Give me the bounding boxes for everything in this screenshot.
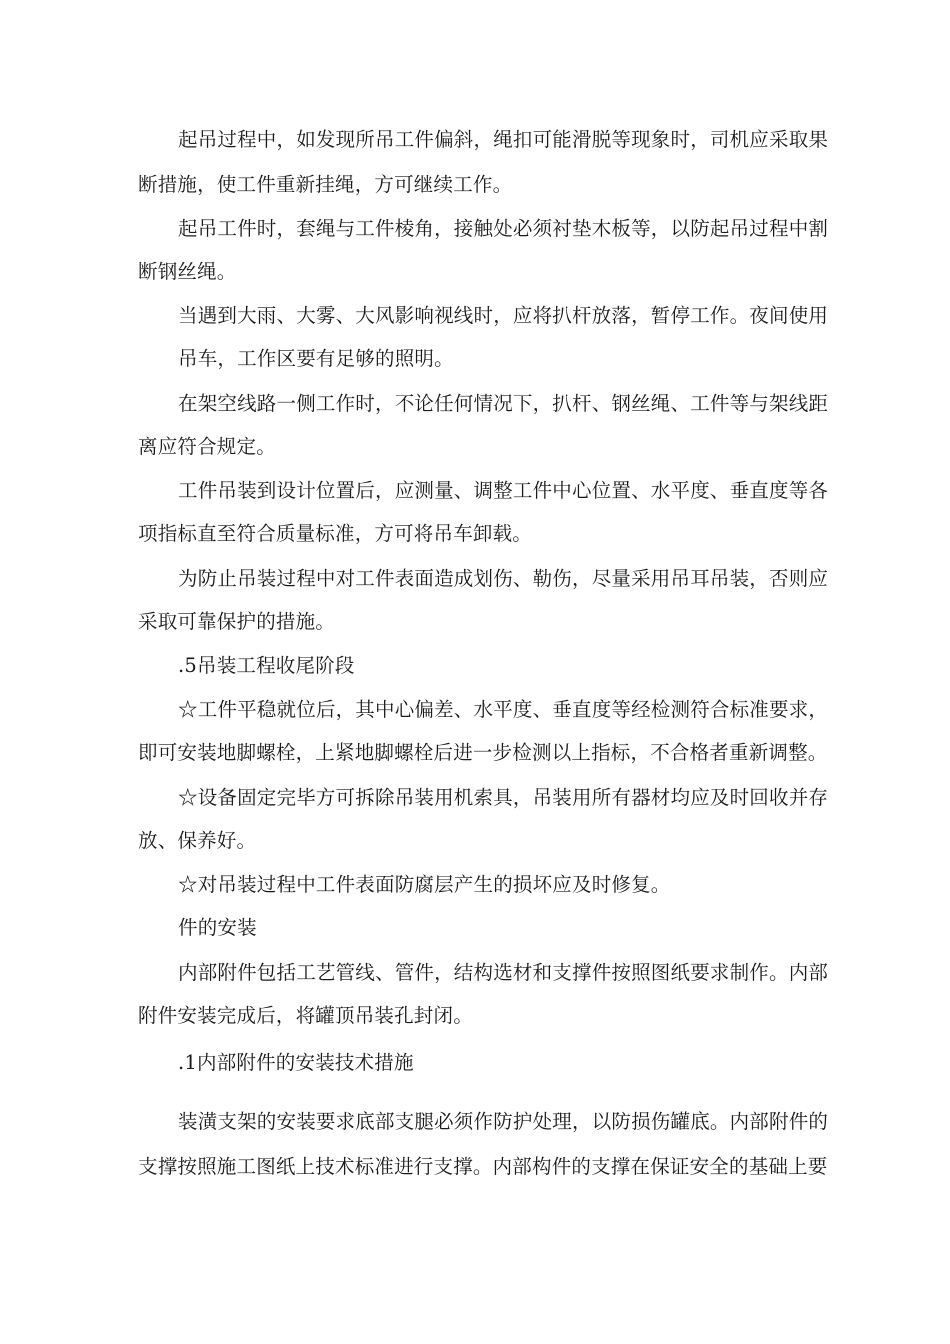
paragraph-line: 内部附件包括工艺管线、管件，结构选材和支撑件按照图纸要求制作。内部 xyxy=(178,961,829,984)
section-heading: 件的安装 xyxy=(178,916,257,939)
paragraph-line: 离应符合规定。 xyxy=(138,435,276,458)
paragraph-line: 工件吊装到设计位置后，应测量、调整工件中心位置、水平度、垂直度等各 xyxy=(178,479,829,502)
paragraph-line: 装潢支架的安装要求底部支腿必须作防护处理，以防损伤罐底。内部附件的 xyxy=(178,1110,829,1133)
paragraph-line: 在架空线路一侧工作时，不论任何情况下，扒杆、钢丝绳、工件等与架线距 xyxy=(178,392,829,415)
paragraph-line: 起吊过程中，如发现所吊工件偏斜，绳扣可能滑脱等现象时，司机应采取果 xyxy=(178,128,829,151)
paragraph-line: ☆工件平稳就位后，其中心偏差、水平度、垂直度等经检测符合标准要求， xyxy=(178,698,829,721)
paragraph-line: 采取可靠保护的措施。 xyxy=(138,610,336,633)
paragraph-line: ☆对吊装过程中工件表面防腐层产生的损坏应及时修复。 xyxy=(178,873,671,896)
paragraph-line: 放、保养好。 xyxy=(138,829,257,852)
paragraph-line: 为防止吊装过程中对工件表面造成划伤、勒伤，尽量采用吊耳吊装，否则应 xyxy=(178,567,829,590)
paragraph-line: 支撑按照施工图纸上技术标准进行支撑。内部构件的支撑在保证安全的基础上要 xyxy=(138,1155,828,1178)
paragraph-line: 当遇到大雨、大雾、大风影响视线时，应将扒杆放落，暂停工作。夜间使用 xyxy=(178,304,829,327)
paragraph-line: 吊车，工作区要有足够的照明。 xyxy=(178,347,454,370)
paragraph-line: ☆设备固定完毕方可拆除吊装用机索具，吊装用所有器材均应及时回收并存 xyxy=(178,786,829,809)
paragraph-line: 项指标直至符合质量标准，方可将吊车卸载。 xyxy=(138,522,533,545)
paragraph-line: 起吊工件时，套绳与工件棱角，接触处必须衬垫木板等，以防起吊过程中割 xyxy=(178,217,829,240)
paragraph-line: 断措施，使工件重新挂绳，方可继续工作。 xyxy=(138,173,513,196)
section-heading: .5吊装工程收尾阶段 xyxy=(178,654,355,677)
paragraph-line: 断钢丝绳。 xyxy=(138,260,237,283)
paragraph-line: 即可安装地脚螺栓，上紧地脚螺栓后进一步检测以上指标，不合格者重新调整。 xyxy=(138,741,828,764)
paragraph-line: 附件安装完成后，将罐顶吊装孔封闭。 xyxy=(138,1004,473,1027)
section-heading: .1内部附件的安装技术措施 xyxy=(178,1051,414,1074)
